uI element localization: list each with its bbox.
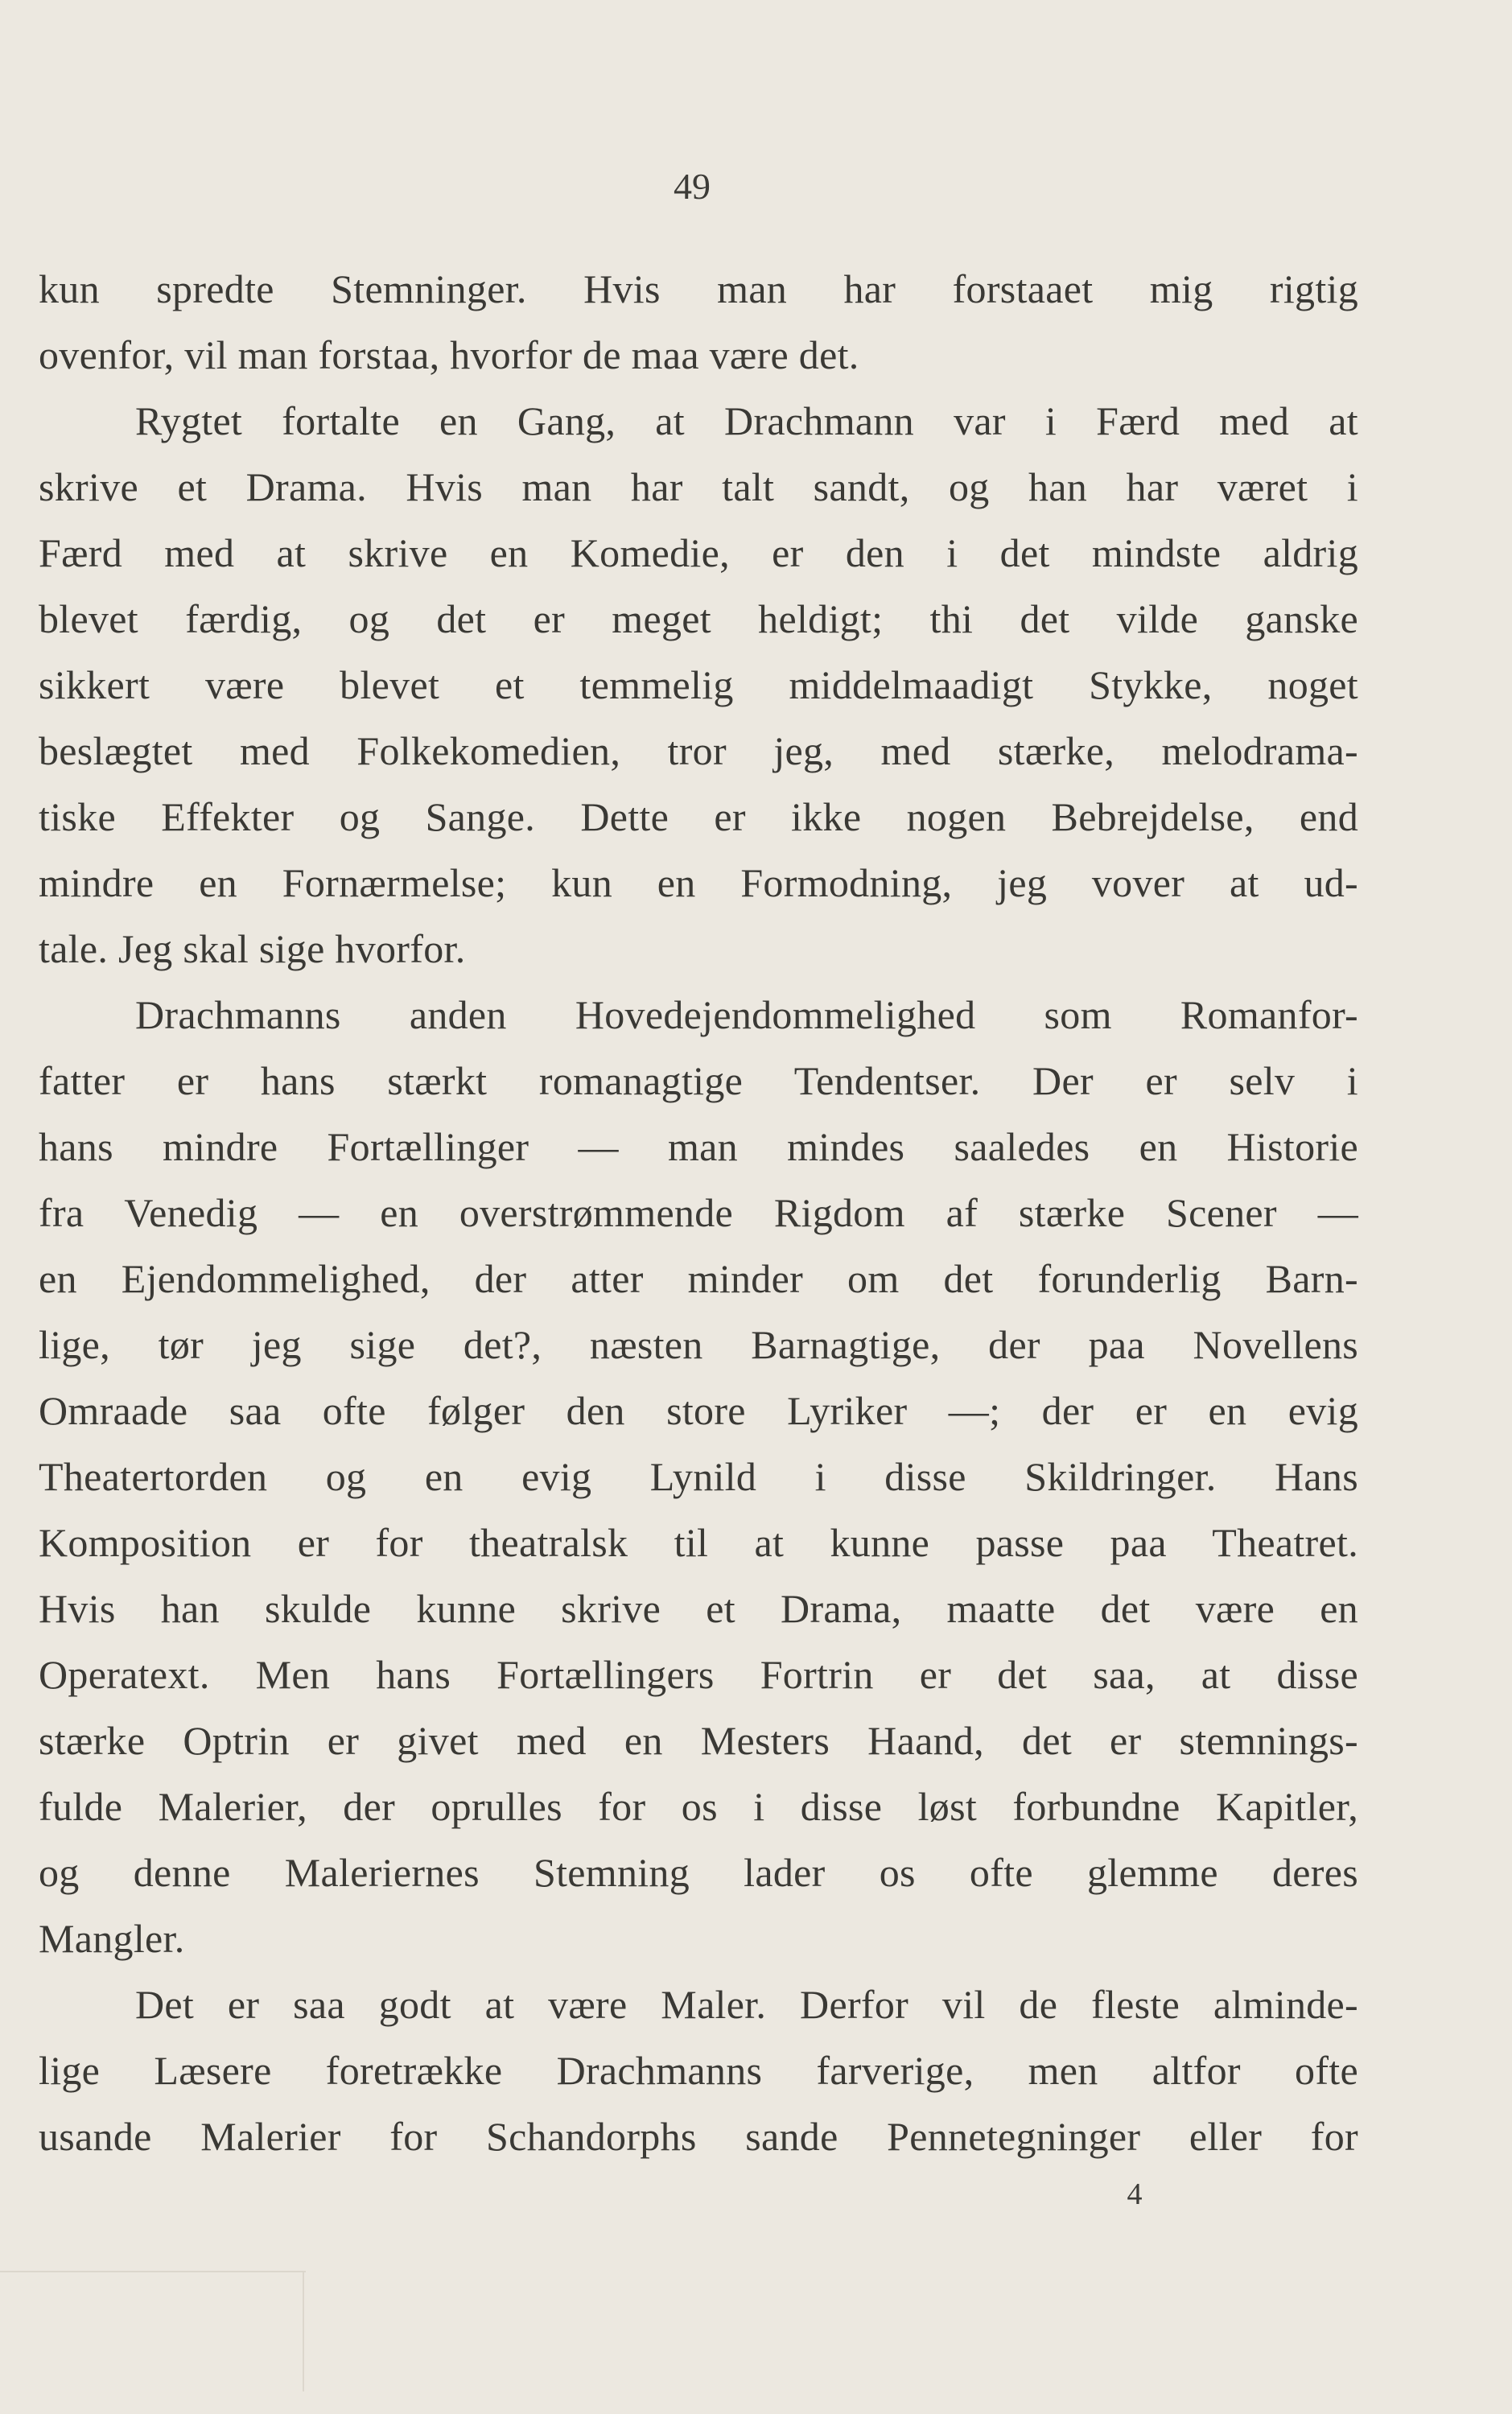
text-line: beslægtet med Folkekomedien, tror jeg, med stærke, melodrama- [39, 728, 1358, 773]
text-line: Færd med at skrive en Komedie, er den i det mindste aldrig [39, 530, 1358, 575]
text-line: Rygtet fortalte en Gang, at Drachmann var i Færd med at [135, 398, 1358, 443]
text-line: Theatertorden og en evig Lynild i disse Skildringer. Hans [39, 1454, 1358, 1499]
paragraph [39, 1971, 1358, 2169]
text-line: fra Venedig — en overstrømmende Rigdom af stærke Scener — [39, 1190, 1358, 1235]
text-line: usande Malerier for Schandorphs sande Pennetegninger eller for [39, 2114, 1358, 2159]
text-line: Komposition er for theatralsk til at kunne passe paa Theatret. [39, 1520, 1358, 1565]
text-line: Mangler. [39, 1916, 185, 1961]
text-line: stærke Optrin er givet med en Mesters Haand, det er stemnings- [39, 1718, 1358, 1763]
text-line: mindre en Fornærmelse; kun en Formodning, jeg vover at ud- [39, 860, 1358, 905]
text-line: lige Læsere foretrække Drachmanns farverige, men altfor ofte [39, 2048, 1358, 2093]
scan-artifact-line [0, 2271, 306, 2272]
text-line: hans mindre Fortællinger — man mindes saaledes en Historie [39, 1124, 1358, 1169]
scan-artifact-line [303, 2271, 304, 2391]
text-line: Det er saa godt at være Maler. Derfor vil de fleste alminde- [135, 1982, 1358, 2027]
text-line: fatter er hans stærkt romanagtige Tendentser. Der er selv i [39, 1058, 1358, 1103]
text-line: kun spredte Stemninger. Hvis man har forstaaet mig rigtig [39, 266, 1358, 311]
text-line: tiske Effekter og Sange. Dette er ikke nogen Bebrejdelse, end [39, 794, 1358, 839]
text-line: Omraade saa ofte følger den store Lyriker —; der er en evig [39, 1388, 1358, 1433]
body-text [39, 256, 1358, 2169]
text-line: Drachmanns anden Hovedejendommelighed som Romanfor- [135, 992, 1358, 1037]
text-line: og denne Maleriernes Stemning lader os ofte glemme deres [39, 1850, 1358, 1895]
text-line: sikkert være blevet et temmelig middelmaadigt Stykke, noget [39, 662, 1358, 707]
paragraph [39, 256, 1358, 388]
text-line: Hvis han skulde kunne skrive et Drama, maatte det være en [39, 1586, 1358, 1631]
text-line: Operatext. Men hans Fortællingers Fortrin er det saa, at disse [39, 1652, 1358, 1697]
page-number: 49 [674, 166, 711, 207]
text-line: en Ejendommelighed, der atter minder om det forunderlig Barn- [39, 1256, 1358, 1301]
paragraph [39, 388, 1358, 982]
signature-mark: 4 [1127, 2177, 1143, 2211]
paragraph [39, 982, 1358, 1971]
text-line: ovenfor, vil man forstaa, hvorfor de maa være det. [39, 332, 859, 377]
text-line: tale. Jeg skal sige hvorfor. [39, 926, 466, 971]
text-line: lige, tør jeg sige det?, næsten Barnagtige, der paa Novellens [39, 1322, 1358, 1367]
text-line: fulde Malerier, der oprulles for os i disse løst forbundne Kapitler, [39, 1784, 1358, 1829]
text-line: skrive et Drama. Hvis man har talt sandt, og han har været i [39, 464, 1358, 509]
text-line: blevet færdig, og det er meget heldigt; thi det vilde ganske [39, 596, 1358, 641]
